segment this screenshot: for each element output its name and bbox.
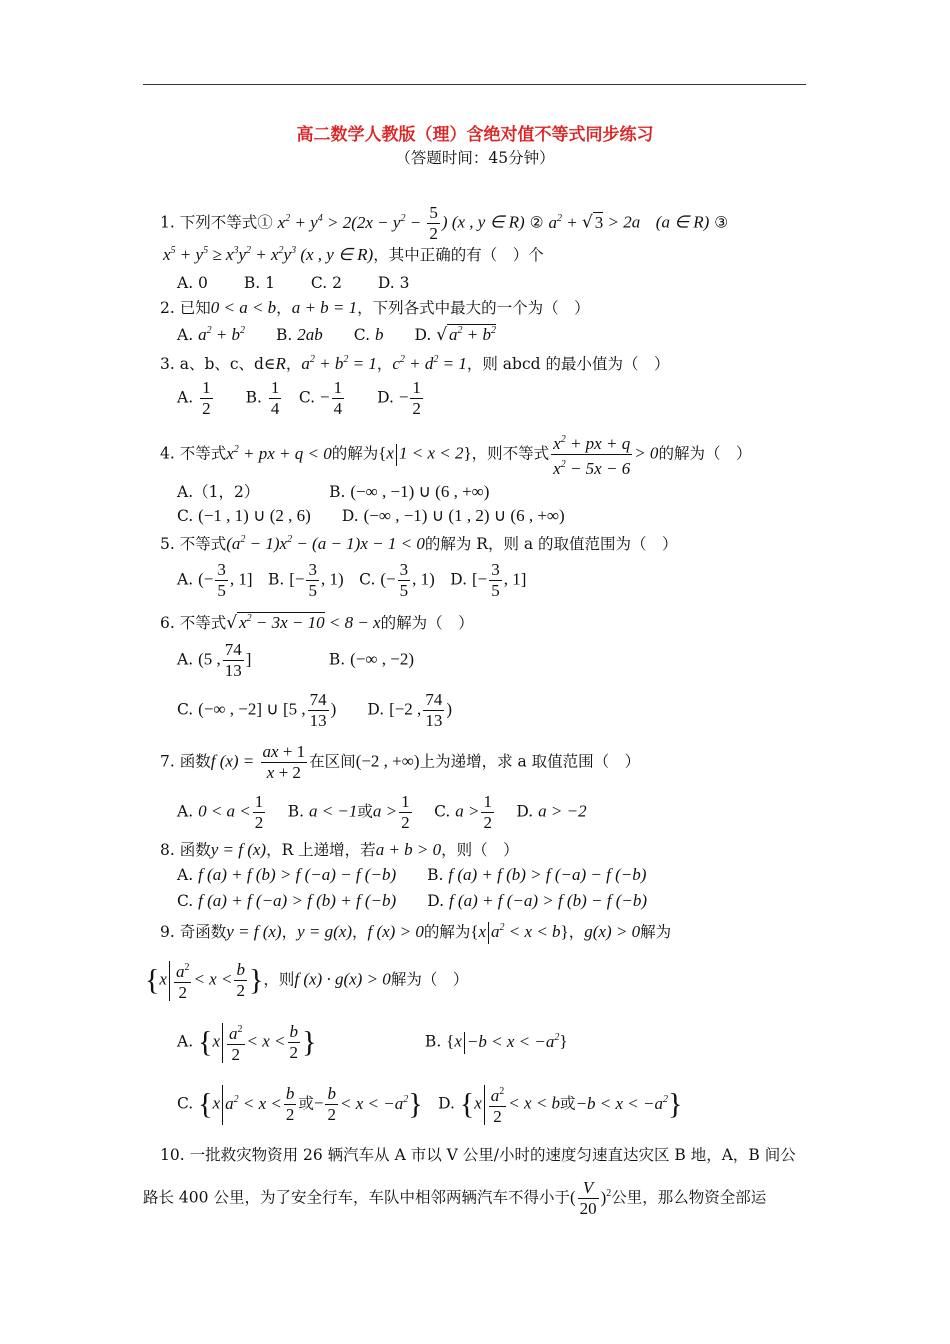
question-2-options: A. $a^2 + b^2$ B. 2ab C. b D. √ $a^2 + b^2$	[177, 325, 497, 345]
question-9-options-ab: A. {x $\frac{a^2}{2}$ < x < $\frac{b}{2}$ } B. $\{x -b < x < -a^2\}$	[177, 1022, 568, 1064]
question-3: 3. a、b、c、d∈R，$a^2 + b^2 = 1$，$c^2 + d^2 = 1$，则 abcd 的最小值为（ ）	[160, 354, 670, 373]
question-3-options: A. $\frac{1}{2}$ B. $\frac{1}{4}$ C. − $\frac{1}{4}$ D. − $\frac{1}{2}$	[177, 378, 421, 418]
top-rule	[143, 84, 806, 85]
question-9-line-1: 9. 奇函数y = f (x)，y = g(x)，f (x) > 0的解为{x $a^2 < x < b$}，g(x) > 0解为	[160, 922, 671, 944]
question-8: 8. 函数y = f (x)，R 上递增，若a + b > 0，则（ ）	[160, 840, 519, 859]
page-title: 高二数学人教版（理）含绝对值不等式同步练习	[296, 125, 654, 145]
question-4-options-cd: C. (−1 , 1) ∪ (2 , 6) D. (−∞ , −1) ∪ (1 , 2) ∪ (6 , +∞)	[177, 506, 565, 525]
question-5: 5. 不等式$(a^2 - 1)x^2 - (a - 1)x - 1 < 0$的解为 R，则 a 的取值范围为（ ）	[160, 534, 678, 553]
question-8-options-cd: C. f (a) + f (−a) > f (b) + f (−b) D. f (a) + f (−a) > f (b) − f (−b)	[177, 891, 647, 910]
question-8-options-ab: A. f (a) + f (b) > f (−a) − f (−b) B. f (a) + f (b) > f (−a) − f (−b)	[177, 865, 647, 884]
question-1-options: A. 0 B. 1 C. 2 D. 3	[177, 274, 410, 292]
question-10-line-1: 10. 一批救灾物资用 26 辆汽车从 A 市以 V 公里/小时的速度匀速直达灾区 B 地，A，B 间公	[160, 1146, 796, 1164]
question-9-options-cd: C. {x $a^2 < x$ < $\frac{b}{2}$ 或− $\frac{b}{2}$ < $x < -a^2$} D. {x $\frac{a^2}{2}$ < x < b或$-b < x < -a^2$}	[177, 1084, 683, 1126]
question-1-line-1: 1. 下列不等式① $x^2 + y^4 > 2(2x - y^2$ − $\frac{5}{2}$ ) (x , y ∈ R) ② $a^2$ + √ 3 > 2a (a ∈ R) ③	[160, 203, 729, 243]
question-6-options-cd: C. (−∞ , −2] ∪ [5 , $\frac{74}{13}$ ) D. [−2 , $\frac{74}{13}$ )	[177, 690, 452, 730]
question-4: 4. 不等式$x^2$ + px + q < 0的解为{x 1 < x < 2}，则不等式 $\frac{x^2 + px + q}{x^2 - 5x - 6}$ > 0的解为（ ）	[160, 430, 751, 479]
page-subtitle: （答题时间：45分钟）	[395, 149, 555, 167]
question-2: 2. 已知0 < a < b，a + b = 1，下列各式中最大的一个为（ ）	[160, 298, 590, 317]
question-6: 6. 不等式√ $x^2 - 3x - 10 < 8 - x$的解为（ ）	[160, 613, 474, 633]
question-10-line-2: 路长 400 公里，为了安全行车，车队中相邻两辆汽车不得小于( $\frac{V}{20}$ )$^2$公里，那么物资全部运	[143, 1178, 767, 1218]
question-4-options-ab: A.（1，2） B. (−∞ , −1) ∪ (6 , +∞)	[177, 482, 490, 501]
question-5-options: A. (− $\frac{3}{5}$ , 1] B. [− $\frac{3}{5}$ , 1) C. (− $\frac{3}{5}$ , 1) D. [− $\frac{3}{5}$ , 1]	[177, 560, 527, 600]
question-6-options-ab: A. (5 , $\frac{74}{13}$ ] B. (−∞ , −2)	[177, 640, 415, 680]
question-9-line-2: {x $\frac{a^2}{2}$ < x < $\frac{b}{2}$ }，则f (x) · g(x) > 0解为（ ）	[145, 960, 469, 1002]
question-7: 7. 函数f (x) = $\frac{ax + 1}{x + 2}$ 在区间(−2 , +∞)上为递增，求 a 取值范围（ ）	[160, 742, 641, 782]
question-7-options: A. 0 < a < $\frac{1}{2}$ B. a < −1或a > $\frac{1}{2}$ C. a > $\frac{1}{2}$ D. a > −2	[177, 792, 587, 832]
question-1-line-2: $x^5 + y^5 \ge x^3y^2 + x^2y^3$ (x , y ∈ R)，其中正确的有（ ）个	[163, 245, 544, 264]
